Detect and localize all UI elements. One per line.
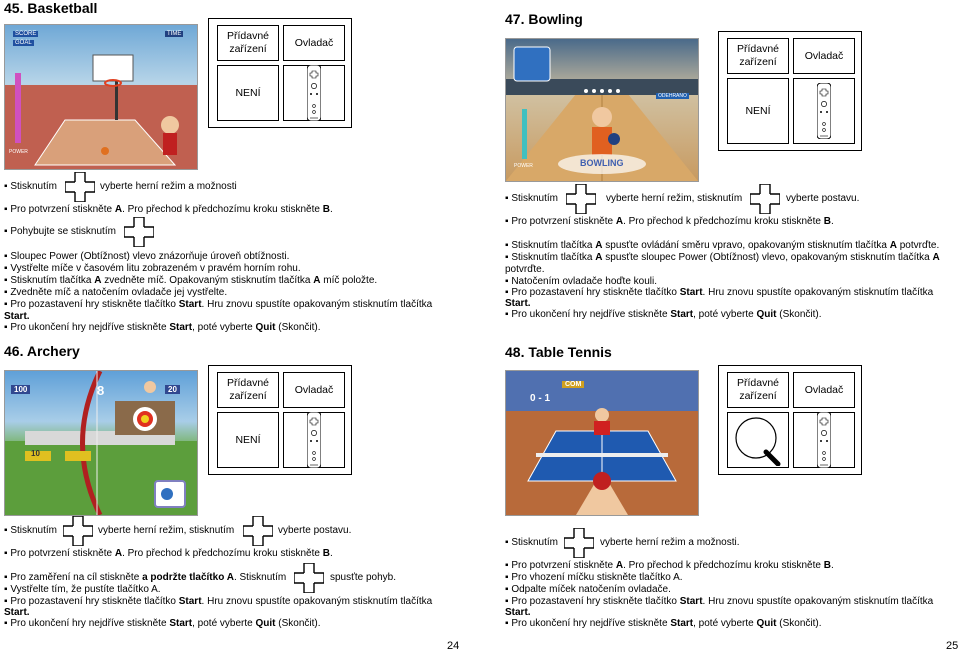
table-tennis-paddle-icon (730, 414, 786, 466)
tt-line-2: ▪ Pro potvrzení stiskněte A. Pro přechod k předchozímu kroku stiskněte B. (505, 560, 834, 571)
bb-line-2: ▪ Pro potvrzení stiskněte A. Pro přechod k předchozímu kroku stiskněte B. (4, 204, 333, 215)
col-controller: Ovladač (793, 38, 855, 74)
bowling-table (718, 31, 862, 151)
tt-line-1: ▪ Stisknutím (505, 537, 559, 548)
bw-line-6b: Start. (505, 298, 531, 309)
page-number-right: 25 (946, 640, 959, 652)
dpad-icon (564, 528, 594, 558)
dpad-icon (63, 516, 93, 546)
bw-line-3: ▪ Stisknutím tlačítka A spusťte ovládání směru vpravo, opakovaným stisknutím tlačítka A potvrďte. (505, 240, 940, 251)
bw-line-1c: vyberte postavu. (786, 193, 860, 204)
bb-line-3: ▪ Pohybujte se stisknutím (4, 226, 116, 237)
col-accessory: Přídavné zařízení (217, 372, 279, 408)
accessory-value: NENÍ (217, 412, 279, 468)
wiimote-icon (307, 65, 321, 121)
screen-label-goal: GOAL (15, 40, 32, 46)
bw-line-4: ▪ Stisknutím tlačítka A spusťte sloupec Power (Obtížnost) vlevo, opakovaným stisknutím tlačítka A (505, 252, 940, 263)
ar-line-5b: Start. (4, 607, 30, 618)
wiimote-icon (817, 83, 831, 139)
bb-line-8b: Start. (4, 311, 30, 322)
wiimote-icon (817, 412, 831, 468)
tabletennis-table (718, 365, 862, 475)
bw-line-7: ▪ Pro ukončení hry nejdříve stiskněte Start, poté vyberte Quit (Skončit). (505, 309, 822, 320)
controller-image (283, 412, 345, 468)
screen-label-target: 10 (31, 449, 40, 458)
ar-line-1: ▪ Stisknutím (4, 525, 58, 536)
screen-label-score: 100 (11, 385, 30, 394)
bb-line-5: ▪ Vystřelte míče v časovém litu zobrazeném v pravém horním rohu. (4, 263, 301, 274)
basketball-table (208, 18, 352, 128)
screen-label-total: 20 (165, 385, 180, 394)
bb-line-7: ▪ Zvedněte míč a natočením ovladače jej vystřelte. (4, 287, 228, 298)
bb-line-8: ▪ Pro pozastavení hry stiskněte tlačítko Start. Hru znovu spustíte opakovaným stisknutím tlačítka (4, 299, 433, 310)
col-accessory: Přídavné zařízení (217, 25, 279, 61)
tt-line-1b: vyberte herní režim a možnosti. (600, 537, 740, 548)
bowling-screenshot (505, 38, 699, 182)
ar-line-1b: vyberte herní režim, stisknutím (98, 525, 235, 536)
accessory-image (727, 412, 789, 468)
ar-line-6: ▪ Pro ukončení hry nejdříve stiskněte Start, poté vyberte Quit (Skončit). (4, 618, 321, 629)
col-accessory: Přídavné zařízení (727, 38, 789, 74)
tt-line-5: ▪ Pro pozastavení hry stiskněte tlačítko Start. Hru znovu spustíte opakovaným stisknutím tlačítka (505, 596, 934, 607)
accessory-value: NENÍ (217, 65, 279, 121)
bw-line-6: ▪ Pro pozastavení hry stiskněte tlačítko Start. Hru znovu spustíte opakovaným stisknutím tlačítka (505, 287, 934, 298)
controller-image (793, 78, 855, 144)
screen-label-time: TIME (167, 31, 182, 37)
bw-line-1: ▪ Stisknutím (505, 193, 559, 204)
controller-image (283, 65, 345, 121)
ar-line-3b: spusťte pohyb. (330, 572, 397, 583)
archery-table (208, 365, 352, 475)
bb-line-1: ▪ Stisknutím (4, 181, 58, 192)
dpad-icon (124, 217, 154, 247)
tt-line-4: ▪ Odpalte míček natočením ovladače. (505, 584, 671, 595)
accessory-value: NENÍ (727, 78, 789, 144)
dpad-icon (750, 184, 780, 214)
ar-line-4: ▪ Vystřelte tím, že pustíte tlačítko A. (4, 584, 161, 595)
wiimote-icon (307, 412, 321, 468)
tabletennis-screenshot (505, 370, 699, 516)
dpad-icon (294, 563, 324, 593)
bw-line-2: ▪ Pro potvrzení stiskněte A. Pro přechod k předchozímu kroku stiskněte B. (505, 216, 834, 227)
bw-line-1b: vyberte herní režim, stisknutím (606, 193, 743, 204)
page-number-left: 24 (447, 640, 460, 652)
section-title-basketball: 45. Basketball (4, 0, 98, 16)
archery-screenshot (4, 370, 198, 516)
bw-line-5: ▪ Natočením ovladače hoďte kouli. (505, 276, 658, 287)
tt-line-6: ▪ Pro ukončení hry nejdříve stiskněte Start, poté vyberte Quit (Skončit). (505, 618, 822, 629)
dpad-icon (566, 184, 596, 214)
bw-line-4b: potvrďte. (505, 264, 545, 275)
screen-label-power: POWER (9, 149, 28, 155)
screen-label-score: 0 - 1 (530, 393, 551, 404)
screen-label-bowling: BOWLING (580, 158, 624, 168)
screen-label-power: POWER (514, 163, 533, 169)
screen-label-arrows: 8 (97, 383, 105, 398)
bb-line-9: ▪ Pro ukončení hry nejdříve stiskněte Start, poté vyberte Quit (Skončit). (4, 322, 321, 333)
col-accessory: Přídavné zařízení (727, 372, 789, 408)
dpad-icon (243, 516, 273, 546)
tt-line-5b: Start. (505, 607, 531, 618)
ar-line-5: ▪ Pro pozastavení hry stiskněte tlačítko Start. Hru znovu spustíte opakovaným stisknutím tlačítka (4, 596, 433, 607)
controller-image (793, 412, 855, 468)
screen-label-score: SCORE (15, 31, 37, 37)
ar-line-2: ▪ Pro potvrzení stiskněte A. Pro přechod k předchozímu kroku stiskněte B. (4, 548, 333, 559)
screen-label-com: COM (562, 381, 584, 388)
bb-line-1b: vyberte herní režim a možnosti (100, 181, 237, 192)
ar-line-3: ▪ Pro zaměření na cíl stiskněte a podržte tlačítko A. Stisknutím (4, 572, 287, 583)
bb-line-4: ▪ Sloupec Power (Obtížnost) vlevo znázorňuje úroveň obtížnosti. (4, 251, 290, 262)
bb-line-6: ▪ Stisknutím tlačítka A zvedněte míč. Opakovaným stisknutím tlačítka A míč položte. (4, 275, 378, 286)
section-title-archery: 46. Archery (4, 343, 80, 359)
basketball-screenshot (4, 24, 198, 170)
tt-line-3: ▪ Pro vhození míčku stiskněte tlačítko A. (505, 572, 683, 583)
col-controller: Ovladač (283, 372, 345, 408)
screen-label-odehrano: ODEHRANO (658, 93, 687, 99)
col-controller: Ovladač (793, 372, 855, 408)
col-controller: Ovladač (283, 25, 345, 61)
section-title-tabletennis: 48. Table Tennis (505, 344, 612, 360)
dpad-icon (65, 172, 95, 202)
section-title-bowling: 47. Bowling (505, 11, 583, 27)
ar-line-1c: vyberte postavu. (278, 525, 352, 536)
